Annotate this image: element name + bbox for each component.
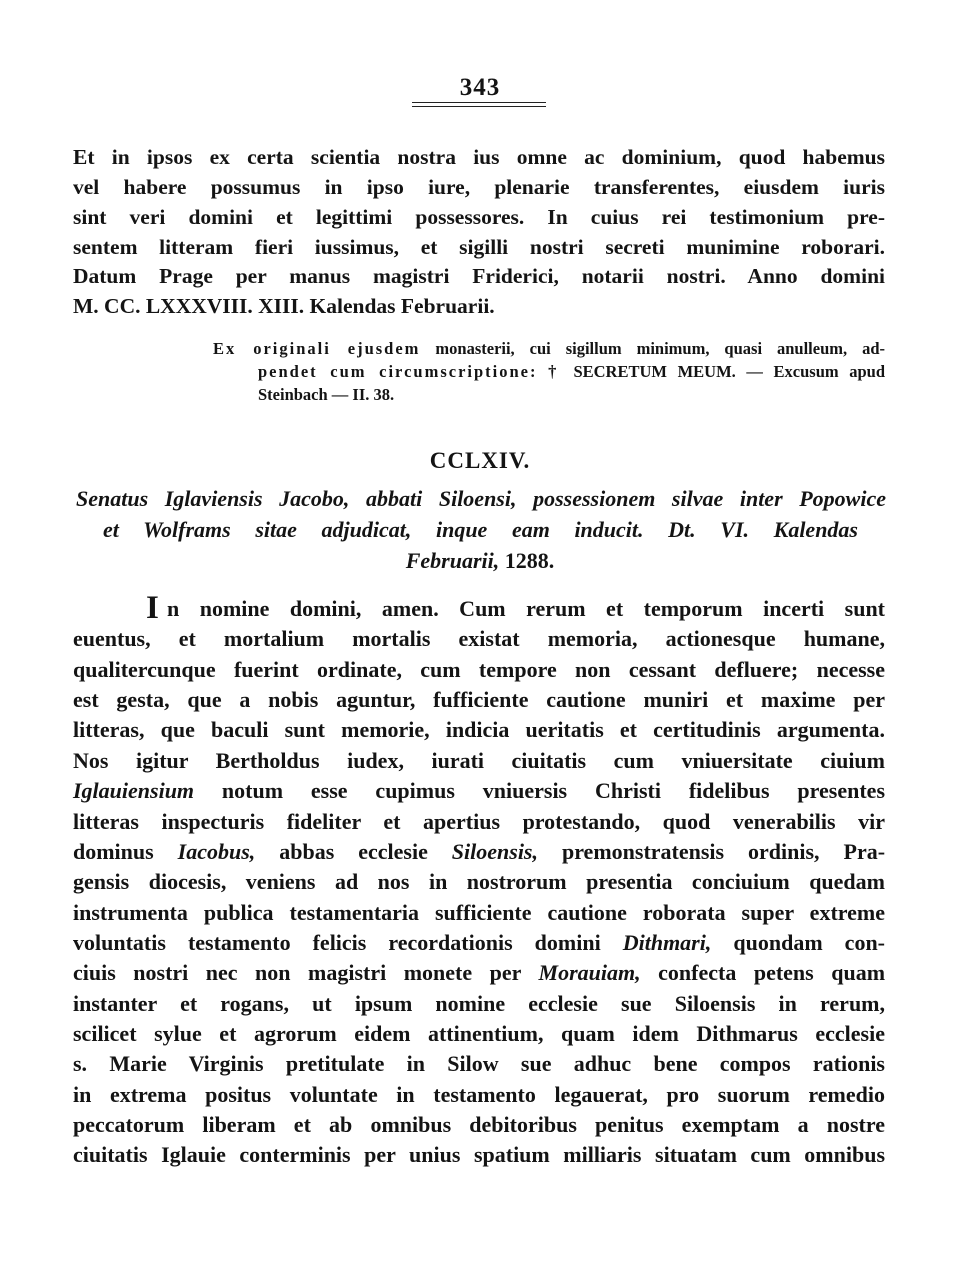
text-line: instanter et rogans, ut ipsum nomine ecclesie sue Siloensis in rerum, [73,991,885,1016]
text-line: Datum Prage per manus magistri Friderici, notarii nostri. Anno domini [73,264,885,288]
text-line: voluntatis testamento felicis recordationis domini Dithmari, quondam con- [73,930,886,955]
text-line: instrumenta publica testamentaria sufficiente cautione roborata super extreme [73,900,885,925]
summary-year: 1288. [504,548,555,573]
page-number: 343 [459,74,501,101]
text-line: sentem litteram fieri iussimus, et sigilli nostri secreti munimine roborari. [73,235,885,259]
page-number-rule-top [412,102,546,103]
text-line: litteras inspecturis fideliter et apertius protestando, quod venerabilis vir [73,809,885,834]
name-siloensis: Siloensis, [451,839,538,864]
page-number-rule-bottom [412,106,546,107]
text-line: qualitercunque fuerint ordinate, cum tempore non cessant defluere; necesse [73,657,885,682]
summary-line: Senatus Iglaviensis Jacobo, abbati Siloensi, possessionem silvae inter Popowice [76,486,886,511]
note-line: pendet cum circumscriptione: † SECRETUM MEUM. — Excusum apud [258,362,886,381]
text-line: Iglauiensium notum esse cupimus vniuersis Christi fidelibus presentes [73,778,886,803]
document-number: CCLXIV. [429,448,531,473]
text-line: scilicet sylue et agrorum eidem attinentium, quam idem Dithmarus ecclesie [73,1021,885,1046]
text-line: est gesta, que a nobis aguntur, fufficiente cautione muniri et maxime per [73,687,885,712]
text-line: ciuis nostri nec non magistri monete per Morauiam, confecta petens quam [73,960,886,985]
name-dithmari: Dithmari, [622,930,712,955]
text-line: gensis diocesis, veniens ad nos in nostrorum presentia conciuium quedam [73,869,885,894]
text-line: Et in ipsos ex certa scientia nostra ius omne ac dominium, quod habemus [73,145,885,169]
note-line: Steinbach — II. 38. [258,385,395,404]
name-iglauiensium: Iglauiensium [73,778,195,803]
text-line: M. CC. LXXXVIII. XIII. Kalendas Februarii. [73,294,495,318]
text-line: s. Marie Virginis pretitulate in Silow sue adhuc bene compos rationis [73,1051,885,1076]
text-line: in extrema positus voluntate in testamento legauerat, pro suorum remedio [73,1082,885,1107]
text-line: peccatorum liberam et ab omnibus debitoribus penitus exemptam a nostre [73,1112,885,1137]
text-line: ciuitatis Iglauie conterminis per unius spatium milliaris situatam cum omnibus [73,1142,885,1167]
note-lead: Ex originali ejusdem [213,339,421,358]
text-line: n nomine domini, amen. Cum rerum et temporum incerti sunt [167,596,885,621]
text-line: sint veri domini et legittimi possessores. In cuius rei testimonium pre- [73,205,885,229]
note-line: Ex originali ejusdem monasterii, cui sigillum minimum, quasi anulleum, ad- [213,339,886,358]
name-iacobus: Iacobus, [177,839,256,864]
text-line: dominus Iacobus, abbas ecclesie Siloensis, premonstratensis ordinis, Pra- [73,839,886,864]
name-morauiam: Morauiam, [538,960,641,985]
text-line: litteras, que baculi sunt memorie, indicia ueritatis et certitudinis argumenta. [73,717,885,742]
text-line: euentus, et mortalium mortalis existat memoria, actionesque humane, [73,626,885,651]
summary-line: et Wolframs sitae adjudicat, inque eam inducit. Dt. VI. Kalendas [103,517,858,542]
summary-line: Februarii, 1288. [405,548,555,573]
text-line: Nos igitur Bertholdus iudex, iurati ciuitatis cum vniuersitate ciuium [73,748,885,773]
initial-letter: I [146,590,159,626]
text-line: vel habere possumus in ipso iure, plenarie transferentes, eiusdem iuris [73,175,885,199]
